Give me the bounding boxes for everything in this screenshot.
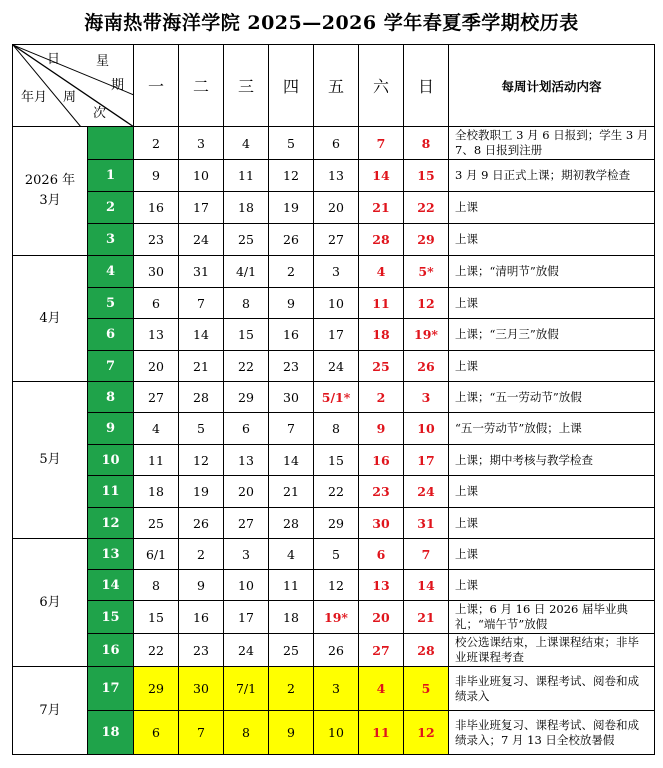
activity-cell: 上课 xyxy=(449,539,655,570)
day-cell: 8 xyxy=(224,711,269,755)
day-cell: 29 xyxy=(224,382,269,413)
week-row xyxy=(13,382,655,413)
day-header-sat: 六 xyxy=(359,45,404,127)
day-cell: 19 xyxy=(269,192,314,224)
day-cell: 10 xyxy=(224,570,269,601)
day-cell: 24 xyxy=(179,224,224,256)
activity-cell: 上课；“清明节”放假 xyxy=(449,256,655,288)
week-row xyxy=(13,570,655,601)
corner-header xyxy=(13,45,134,127)
week-row xyxy=(13,288,655,319)
day-cell: 27 xyxy=(359,634,404,667)
week-row xyxy=(13,351,655,382)
day-cell: 13 xyxy=(134,319,179,351)
day-cell: 2 xyxy=(269,667,314,711)
activity-cell: 非毕业班复习、课程考试、阅卷和成绩录入 xyxy=(449,667,655,711)
week-row xyxy=(13,127,655,160)
day-cell: 6 xyxy=(224,413,269,445)
day-cell: 31 xyxy=(404,508,449,539)
day-cell: 15 xyxy=(404,160,449,192)
day-header-sun: 日 xyxy=(404,45,449,127)
day-cell: 28 xyxy=(359,224,404,256)
day-cell: 5 xyxy=(314,539,359,570)
day-cell: 7 xyxy=(269,413,314,445)
activity-cell: 3 月 9 日正式上课；期初教学检查 xyxy=(449,160,655,192)
day-cell: 28 xyxy=(179,382,224,413)
day-cell: 21 xyxy=(269,476,314,508)
day-cell: 2 xyxy=(134,127,179,160)
day-cell: 26 xyxy=(314,634,359,667)
day-cell: 24 xyxy=(224,634,269,667)
week-row xyxy=(13,711,655,755)
day-cell: 28 xyxy=(269,508,314,539)
day-cell: 24 xyxy=(404,476,449,508)
day-cell: 18 xyxy=(359,319,404,351)
day-cell: 9 xyxy=(359,413,404,445)
day-cell: 18 xyxy=(269,601,314,634)
day-cell: 16 xyxy=(359,445,404,476)
month-label: 4月 xyxy=(13,256,88,382)
corner-qi: 期 xyxy=(111,78,125,93)
day-cell: 9 xyxy=(134,160,179,192)
activity-cell: 上课 xyxy=(449,192,655,224)
day-cell: 8 xyxy=(404,127,449,160)
activity-cell: 上课 xyxy=(449,351,655,382)
week-number: 14 xyxy=(88,570,134,601)
day-cell: 20 xyxy=(134,351,179,382)
day-cell: 29 xyxy=(134,667,179,711)
corner-nianyue: 年月 xyxy=(21,90,48,105)
week-row xyxy=(13,192,655,224)
day-cell: 4 xyxy=(359,667,404,711)
corner-zhou: 周 xyxy=(63,90,77,105)
day-cell: 21 xyxy=(179,351,224,382)
day-cell: 30 xyxy=(269,382,314,413)
day-cell: 2 xyxy=(359,382,404,413)
week-row xyxy=(13,539,655,570)
week-row xyxy=(13,160,655,192)
day-cell: 5/1* xyxy=(314,382,359,413)
day-cell: 25 xyxy=(134,508,179,539)
day-cell: 16 xyxy=(134,192,179,224)
week-row xyxy=(13,413,655,445)
month-label: 2026 年 3月 xyxy=(13,127,88,256)
day-cell: 25 xyxy=(224,224,269,256)
day-cell: 12 xyxy=(404,288,449,319)
day-cell: 26 xyxy=(404,351,449,382)
day-cell: 22 xyxy=(134,634,179,667)
activity-cell: “五一劳动节”放假；上课 xyxy=(449,413,655,445)
day-cell: 19* xyxy=(404,319,449,351)
day-header-thu: 四 xyxy=(269,45,314,127)
day-cell: 16 xyxy=(269,319,314,351)
day-cell: 20 xyxy=(224,476,269,508)
day-cell: 3 xyxy=(314,667,359,711)
day-cell: 21 xyxy=(359,192,404,224)
day-cell: 22 xyxy=(314,476,359,508)
day-cell: 16 xyxy=(179,601,224,634)
week-row xyxy=(13,508,655,539)
day-cell: 19 xyxy=(179,476,224,508)
day-header-tue: 二 xyxy=(179,45,224,127)
day-header-fri: 五 xyxy=(314,45,359,127)
week-number: 11 xyxy=(88,476,134,508)
activity-cell: 上课；“五一劳动节”放假 xyxy=(449,382,655,413)
day-cell: 15 xyxy=(314,445,359,476)
day-cell: 8 xyxy=(314,413,359,445)
day-cell: 21 xyxy=(404,601,449,634)
day-cell: 27 xyxy=(134,382,179,413)
activity-cell: 非毕业班复习、课程考试、阅卷和成绩录入；7 月 13 日全校放暑假 xyxy=(449,711,655,755)
week-row xyxy=(13,224,655,256)
day-cell: 29 xyxy=(314,508,359,539)
day-cell: 23 xyxy=(134,224,179,256)
month-label: 5月 xyxy=(13,382,88,539)
week-number: 1 xyxy=(88,160,134,192)
day-cell: 11 xyxy=(359,288,404,319)
week-number: 7 xyxy=(88,351,134,382)
day-cell: 22 xyxy=(224,351,269,382)
day-cell: 25 xyxy=(269,634,314,667)
week-row xyxy=(13,667,655,711)
day-cell: 10 xyxy=(314,288,359,319)
day-cell: 25 xyxy=(359,351,404,382)
day-cell: 9 xyxy=(269,288,314,319)
week-row xyxy=(13,476,655,508)
week-number: 6 xyxy=(88,319,134,351)
day-cell: 11 xyxy=(269,570,314,601)
day-header-mon: 一 xyxy=(134,45,179,127)
corner-xing: 星 xyxy=(96,54,110,69)
week-row xyxy=(13,319,655,351)
day-cell: 11 xyxy=(224,160,269,192)
day-cell: 3 xyxy=(404,382,449,413)
day-cell: 24 xyxy=(314,351,359,382)
day-cell: 6 xyxy=(134,711,179,755)
day-cell: 15 xyxy=(134,601,179,634)
day-cell: 13 xyxy=(359,570,404,601)
week-number: 10 xyxy=(88,445,134,476)
activity-cell: 上课 xyxy=(449,476,655,508)
day-cell: 2 xyxy=(269,256,314,288)
day-cell: 28 xyxy=(404,634,449,667)
day-cell: 3 xyxy=(179,127,224,160)
day-cell: 9 xyxy=(269,711,314,755)
day-cell: 3 xyxy=(314,256,359,288)
day-cell: 4 xyxy=(269,539,314,570)
week-row xyxy=(13,445,655,476)
day-cell: 20 xyxy=(359,601,404,634)
day-cell: 27 xyxy=(314,224,359,256)
activity-cell: 上课 xyxy=(449,508,655,539)
activity-cell: 上课 xyxy=(449,288,655,319)
month-label: 6月 xyxy=(13,539,88,667)
day-cell: 11 xyxy=(134,445,179,476)
header-row xyxy=(13,45,655,127)
day-cell: 8 xyxy=(134,570,179,601)
day-cell: 29 xyxy=(404,224,449,256)
day-cell: 7 xyxy=(179,711,224,755)
day-cell: 12 xyxy=(269,160,314,192)
day-cell: 20 xyxy=(314,192,359,224)
day-cell: 17 xyxy=(224,601,269,634)
activity-cell: 上课；期中考核与教学检查 xyxy=(449,445,655,476)
day-cell: 17 xyxy=(404,445,449,476)
day-cell: 7/1 xyxy=(224,667,269,711)
activity-header: 每周计划活动内容 xyxy=(449,45,655,127)
day-cell: 4 xyxy=(359,256,404,288)
day-cell: 7 xyxy=(404,539,449,570)
day-header-wed: 三 xyxy=(224,45,269,127)
day-cell: 2 xyxy=(179,539,224,570)
week-number: 12 xyxy=(88,508,134,539)
day-cell: 30 xyxy=(359,508,404,539)
day-cell: 6 xyxy=(314,127,359,160)
day-cell: 3 xyxy=(224,539,269,570)
day-cell: 5* xyxy=(404,256,449,288)
day-cell: 7 xyxy=(359,127,404,160)
activity-cell: 全校教职工 3 月 6 日报到；学生 3 月 7、8 日报到注册 xyxy=(449,127,655,160)
page-title: 海南热带海洋学院 2025—2026 学年春夏季学期校历表 xyxy=(84,12,579,34)
day-cell: 18 xyxy=(134,476,179,508)
day-cell: 12 xyxy=(404,711,449,755)
day-cell: 14 xyxy=(359,160,404,192)
week-row xyxy=(13,634,655,667)
day-cell: 12 xyxy=(314,570,359,601)
week-number: 15 xyxy=(88,601,134,634)
day-cell: 26 xyxy=(179,508,224,539)
day-cell: 30 xyxy=(179,667,224,711)
day-cell: 19* xyxy=(314,601,359,634)
day-cell: 10 xyxy=(404,413,449,445)
day-cell: 27 xyxy=(224,508,269,539)
day-cell: 4 xyxy=(224,127,269,160)
day-cell: 10 xyxy=(314,711,359,755)
day-cell: 6 xyxy=(359,539,404,570)
day-cell: 30 xyxy=(134,256,179,288)
month-label: 7月 xyxy=(13,667,88,755)
week-number: 9 xyxy=(88,413,134,445)
day-cell: 5 xyxy=(269,127,314,160)
day-cell: 13 xyxy=(314,160,359,192)
day-cell: 26 xyxy=(269,224,314,256)
week-row xyxy=(13,256,655,288)
day-cell: 17 xyxy=(179,192,224,224)
week-number: 16 xyxy=(88,634,134,667)
day-cell: 4 xyxy=(134,413,179,445)
day-cell: 23 xyxy=(359,476,404,508)
day-cell: 7 xyxy=(179,288,224,319)
week-number: 4 xyxy=(88,256,134,288)
week-number xyxy=(88,127,134,160)
day-cell: 22 xyxy=(404,192,449,224)
day-cell: 6 xyxy=(134,288,179,319)
activity-cell: 上课 xyxy=(449,570,655,601)
day-cell: 17 xyxy=(314,319,359,351)
day-cell: 14 xyxy=(179,319,224,351)
day-cell: 23 xyxy=(269,351,314,382)
calendar-table xyxy=(12,44,655,755)
day-cell: 18 xyxy=(224,192,269,224)
day-cell: 8 xyxy=(224,288,269,319)
week-number: 3 xyxy=(88,224,134,256)
corner-ri: 日 xyxy=(47,52,61,67)
activity-cell: 上课；6 月 16 日 2026 届毕业典礼；“端午节”放假 xyxy=(449,601,655,634)
corner-ci: 次 xyxy=(93,106,107,121)
week-row xyxy=(13,601,655,634)
day-cell: 10 xyxy=(179,160,224,192)
day-cell: 4/1 xyxy=(224,256,269,288)
day-cell: 13 xyxy=(224,445,269,476)
week-number: 8 xyxy=(88,382,134,413)
day-cell: 9 xyxy=(179,570,224,601)
day-cell: 23 xyxy=(179,634,224,667)
day-cell: 12 xyxy=(179,445,224,476)
day-cell: 14 xyxy=(404,570,449,601)
week-number: 13 xyxy=(88,539,134,570)
week-number: 17 xyxy=(88,667,134,711)
day-cell: 5 xyxy=(404,667,449,711)
activity-cell: 上课 xyxy=(449,224,655,256)
week-number: 18 xyxy=(88,711,134,755)
day-cell: 15 xyxy=(224,319,269,351)
week-number: 5 xyxy=(88,288,134,319)
week-number: 2 xyxy=(88,192,134,224)
activity-cell: 上课；“三月三”放假 xyxy=(449,319,655,351)
activity-cell: 校公选课结束，上课课程结束；非毕业班课程考查 xyxy=(449,634,655,667)
day-cell: 5 xyxy=(179,413,224,445)
day-cell: 11 xyxy=(359,711,404,755)
day-cell: 31 xyxy=(179,256,224,288)
day-cell: 14 xyxy=(269,445,314,476)
day-cell: 6/1 xyxy=(134,539,179,570)
